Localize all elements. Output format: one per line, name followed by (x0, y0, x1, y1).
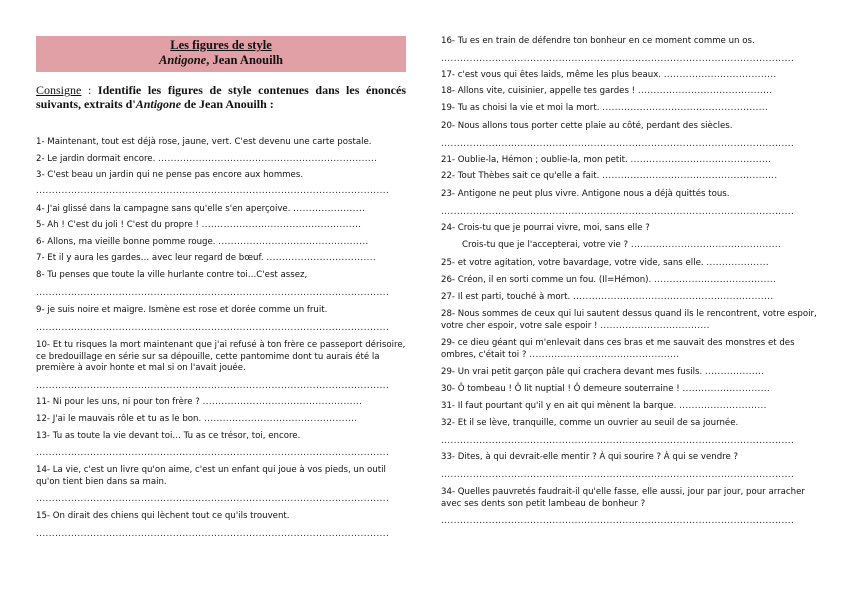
answer-blank[interactable]: ........................................... (637, 86, 773, 96)
answer-line-23[interactable]: ............................................................................................................... (441, 207, 795, 217)
answer-line-3[interactable]: ............................................................................................................... (36, 186, 390, 196)
answer-blank[interactable]: .................................... (663, 70, 777, 80)
answer-line-13[interactable]: ............................................................................................................... (36, 448, 390, 458)
answer-line-10[interactable]: ............................................................................................................... (36, 381, 390, 391)
question-15: 15- On dirait des chiens qui lèchent tout ce qu'ils trouvent. (36, 511, 290, 521)
question-4: 4- J'ai glissé dans la campagne sans qu'elle s'en aperçoive. ....................... (36, 204, 366, 214)
work-title: Antigone (158, 53, 207, 67)
answer-line-14[interactable]: ............................................................................................................... (36, 494, 390, 504)
question-14: 14- La vie, c'est un livre qu'on aime, c'est un enfant qui joue à vos pieds, un outil qu'on tient bien dans sa main. (36, 465, 386, 487)
question-29b: 29- Un vrai petit garçon pâle qui crachera devant mes fusils. ................... (441, 367, 765, 377)
question-20: 20- Nous allons tous porter cette plaie au côté, perdant des siècles. (441, 121, 733, 131)
title-banner (36, 36, 406, 72)
question-32: 32- Et il se lève, tranquille, comme un ouvrier au seuil de sa journée. (441, 418, 739, 428)
question-5: 5- Ah ! C'est du joli ! C'est du propre ! ................................................... (36, 220, 362, 230)
question-6: 6- Allons, ma vieille bonne pomme rouge. ................................................ (36, 237, 369, 247)
question-25: 25- et votre agitation, votre bavardage, votre vide, sans elle. .................... (441, 258, 769, 268)
consigne-text: Identifie les figures de style contenues dans les énoncés suivants, extraits d'Antigone de Jean Anouilh : (36, 83, 406, 111)
answer-blank[interactable]: ............................ (679, 401, 767, 411)
question-27: 27- Il est parti, touché à mort. ................................................................ (441, 292, 774, 302)
subtitle (36, 53, 406, 68)
answer-blank[interactable]: ................... (704, 367, 765, 377)
question-19: 19- Tu as choisi la vie et moi la mort. ..................................................... (441, 103, 769, 113)
answer-blank[interactable]: ................................... (266, 253, 376, 263)
question-30: 30- Ô tombeau ! Ô lit nuptial ! Ô demeure souterraine ! ............................ (441, 384, 771, 394)
question-21: 21- Oublie-la, Hémon ; oublie-la, mon petit. ............................................. (441, 155, 772, 165)
answer-line-15[interactable]: ............................................................................................................... (36, 529, 390, 539)
answer-blank[interactable]: ...................................................................... (158, 154, 378, 164)
answer-blank[interactable]: ....................................... (653, 275, 777, 285)
answer-line-16[interactable]: ............................................................................................................... (441, 54, 795, 64)
answer-blank[interactable]: ............................................. (630, 155, 772, 165)
question-10: 10- Et tu risques la mort maintenant que j'ai refusé à ton frère ce passeport dérisoire, ce bredouillage en série sur sa dépouille, cette pantomime dont tu aurais été la première à avoir honte et mal si on l'avait jouée. (36, 340, 406, 374)
answer-blank[interactable]: ....................... (293, 204, 366, 214)
question-2: 2- Le jardin dormait encore. ...................................................................... (36, 154, 378, 164)
answer-line-32[interactable]: ............................................................................................................... (441, 436, 795, 446)
answer-blank[interactable]: ............................ (682, 384, 771, 394)
answer-line-33[interactable]: ............................................................................................................... (441, 470, 795, 480)
question-34: 34- Quelles pauvretés faudrait-il qu'elle fasse, elle aussi, jour par jour, pour arracher avec ses dents son petit lambeau de bonheur ? (441, 487, 805, 509)
question-28: 28- Nous sommes de ceux qui lui sautent dessus quand ils le rencontrent, votre espoir, votre cher espoir, votre sale espoir ! ................................... (441, 309, 817, 331)
answer-blank[interactable]: ................................................ (218, 237, 369, 247)
answer-line-8[interactable]: ............................................................................................................... (36, 288, 390, 298)
question-3: 3- C'est beau un jardin qui ne pense pas encore aux hommes. (36, 170, 304, 180)
answer-blank[interactable]: ................................................................ (573, 292, 774, 302)
answer-blank[interactable]: ................................................... (202, 397, 363, 407)
question-26: 26- Créon, il en sorti comme un fou. (Il=Hémon). ....................................... (441, 275, 777, 285)
page-title: Les figures de style (170, 38, 272, 52)
question-18: 18- Allons vite, cuisinier, appelle tes gardes ! ........................................... (441, 86, 773, 96)
question-24: 24- Crois-tu que je pourrai vivre, moi, sans elle ? (441, 223, 650, 233)
question-7: 7- Et il y aura les gardes… avec leur regard de bœuf. ................................... (36, 253, 376, 263)
question-29: 29- ce dieu géant qui m'enlevait dans ces bras et me sauvait des monstres et des ombres, c'était toi ? ................................................ (441, 338, 795, 360)
consigne-label: Consigne (36, 83, 82, 97)
question-22: 22- Tout Thèbes sait ce qu'elle a fait. ........................................................ (441, 171, 778, 181)
answer-blank[interactable]: ........................................................ (602, 171, 778, 181)
answer-line-20[interactable]: ............................................................................................................... (441, 139, 795, 149)
answer-blank[interactable]: ..................................................... (602, 103, 769, 113)
question-11: 11- Ni pour les uns, ni pour ton frère ? ................................................... (36, 397, 363, 407)
question-13: 13- Tu as toute la vie devant toi… Tu as ce trésor, toi, encore. (36, 431, 301, 441)
author: , Jean Anouilh (206, 53, 283, 67)
question-17: 17- c'est vous qui êtes laids, même les plus beaux. .................................... (441, 70, 777, 80)
answer-blank[interactable]: ................................... (600, 320, 710, 331)
answer-blank[interactable]: ................................................. (203, 414, 358, 424)
question-24b: Crois-tu que je l'accepterai, votre vie ? ................................................ (462, 240, 782, 250)
question-8: 8- Tu penses que toute la ville hurlante contre toi…C'est assez, (36, 270, 308, 280)
question-16: 16- Tu es en train de défendre ton bonheur en ce moment comme un os. (441, 36, 755, 46)
answer-blank[interactable]: ................................................... (201, 220, 362, 230)
question-12: 12- J'ai le mauvais rôle et tu as le bon. ................................................. (36, 414, 358, 424)
instructions: Consigne : Identifie les figures de style contenues dans les énoncés suivants, extraits d'Antigone de Jean Anouilh : (36, 83, 406, 111)
question-33: 33- Dites, à qui devrait-elle mentir ? À qui sourire ? À qui se vendre ? (441, 452, 739, 462)
answer-line-9[interactable]: ............................................................................................................... (36, 323, 390, 333)
question-9: 9- je suis noire et maigre. Ismène est rose et dorée comme un fruit. (36, 305, 328, 315)
answer-blank[interactable]: ................................................ (529, 349, 680, 360)
answer-blank[interactable]: .................... (706, 258, 769, 268)
answer-line-34[interactable]: ............................................................................................................... (441, 516, 795, 526)
question-31: 31- Il faut pourtant qu'il y en ait qui mènent la barque. ............................ (441, 401, 767, 411)
question-23: 23- Antigone ne peut plus vivre. Antigone nous a déjà quittés tous. (441, 189, 730, 199)
answer-blank[interactable]: ................................................ (630, 240, 782, 250)
question-1: 1- Maintenant, tout est déjà rose, jaune, vert. C'est devenu une carte postale. (36, 137, 372, 147)
